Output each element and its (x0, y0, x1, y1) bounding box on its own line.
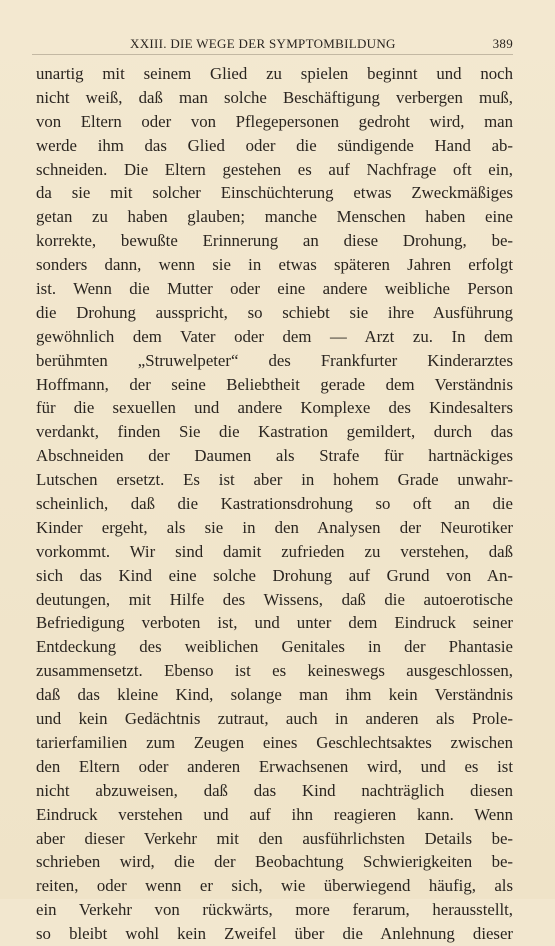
text-line: Eindruck verstehen und auf ihn reagieren kann. Wenn (36, 804, 513, 824)
text-line: und kein Gedächtnis zutraut, auch in anderen als Prole- (36, 709, 513, 729)
chapter-title: XXIII. DIE WEGE DER SYMPTOMBILDUNG (130, 36, 396, 51)
text-line: reiten, oder wenn er sich, wie überwiegend häufig, als (36, 876, 513, 896)
text-line: korrekte, bewußte Erinnerung an diese Drohung, be- (36, 231, 513, 251)
text-line: Abschneiden der Daumen als Strafe für hartnäckiges (36, 446, 513, 466)
text-line: getan zu haben glauben; manche Menschen haben eine (36, 207, 513, 227)
header-rule (32, 54, 513, 55)
text-line: Befriedigung verboten ist, und unter dem Eindruck seiner (36, 613, 513, 633)
text-line: da sie mit solcher Einschüchterung etwas Zweckmäßiges (36, 183, 513, 203)
text-line: von Eltern oder von Pflegepersonen gedroht wird, man (36, 111, 513, 131)
text-line: deutungen, mit Hilfe des Wissens, daß die autoerotische (36, 589, 513, 609)
text-line: Entdeckung des weiblichen Genitales in der Phantasie (36, 637, 513, 657)
text-line: schneiden. Die Eltern gestehen es auf Nachfrage oft ein, (36, 159, 513, 179)
text-line: unartig mit seinem Glied zu spielen beginnt und noch (36, 64, 513, 83)
text-line: zusammensetzt. Ebenso ist es keineswegs ausgeschlossen, (36, 661, 513, 681)
text-line: sonders dann, wenn sie in etwas späteren Jahren erfolgt (36, 255, 513, 275)
text-line: berühmten „Struwelpeter“ des Frankfurter Kinderarztes (36, 350, 513, 370)
text-line: sich das Kind eine solche Drohung auf Grund von An- (36, 565, 513, 585)
text-line: ein Verkehr von rückwärts, more ferarum, herausstellt, (36, 900, 513, 920)
text-line: tarierfamilien zum Zeugen eines Geschlechtsaktes zwischen (36, 732, 513, 752)
text-line: werde ihm das Glied oder die sündigende Hand ab- (36, 135, 513, 155)
text-line: vorkommt. Wir sind damit zufrieden zu verstehen, daß (36, 541, 513, 561)
text-line: nicht abzuweisen, daß das Kind nachträglich diesen (36, 780, 513, 800)
page-number: 389 (492, 36, 513, 51)
text-line: schrieben wird, die der Beobachtung Schwierigkeiten be- (36, 852, 513, 872)
text-line: den Eltern oder anderen Erwachsenen wird, und es ist (36, 756, 513, 776)
text-line: ist. Wenn die Mutter oder eine andere weibliche Person (36, 279, 513, 299)
text-line: die Drohung ausspricht, so schiebt sie ihre Ausführung (36, 302, 513, 322)
body-text (36, 62, 513, 946)
text-line: nicht weiß, daß man solche Beschäftigung verbergen muß, (36, 87, 513, 107)
text-line: gewöhnlich dem Vater oder dem — Arzt zu. In dem (36, 326, 513, 346)
text-line: verdankt, finden Sie die Kastration gemildert, durch das (36, 422, 513, 442)
text-line: Kinder ergeht, als sie in den Analysen der Neurotiker (36, 517, 513, 537)
text-line: scheinlich, daß die Kastrationsdrohung so oft an die (36, 494, 513, 514)
text-line: daß das kleine Kind, solange man ihm kein Verständnis (36, 685, 513, 705)
text-line: so bleibt wohl kein Zweifel über die Anlehnung dieser (36, 924, 513, 944)
text-line: aber dieser Verkehr mit den ausführlichsten Details be- (36, 828, 513, 848)
text-line: Lutschen ersetzt. Es ist aber in hohem Grade unwahr- (36, 470, 513, 490)
text-line: Hoffmann, der seine Beliebtheit gerade dem Verständnis (36, 374, 513, 394)
text-line: für die sexuellen und andere Komplexe des Kindesalters (36, 398, 513, 418)
